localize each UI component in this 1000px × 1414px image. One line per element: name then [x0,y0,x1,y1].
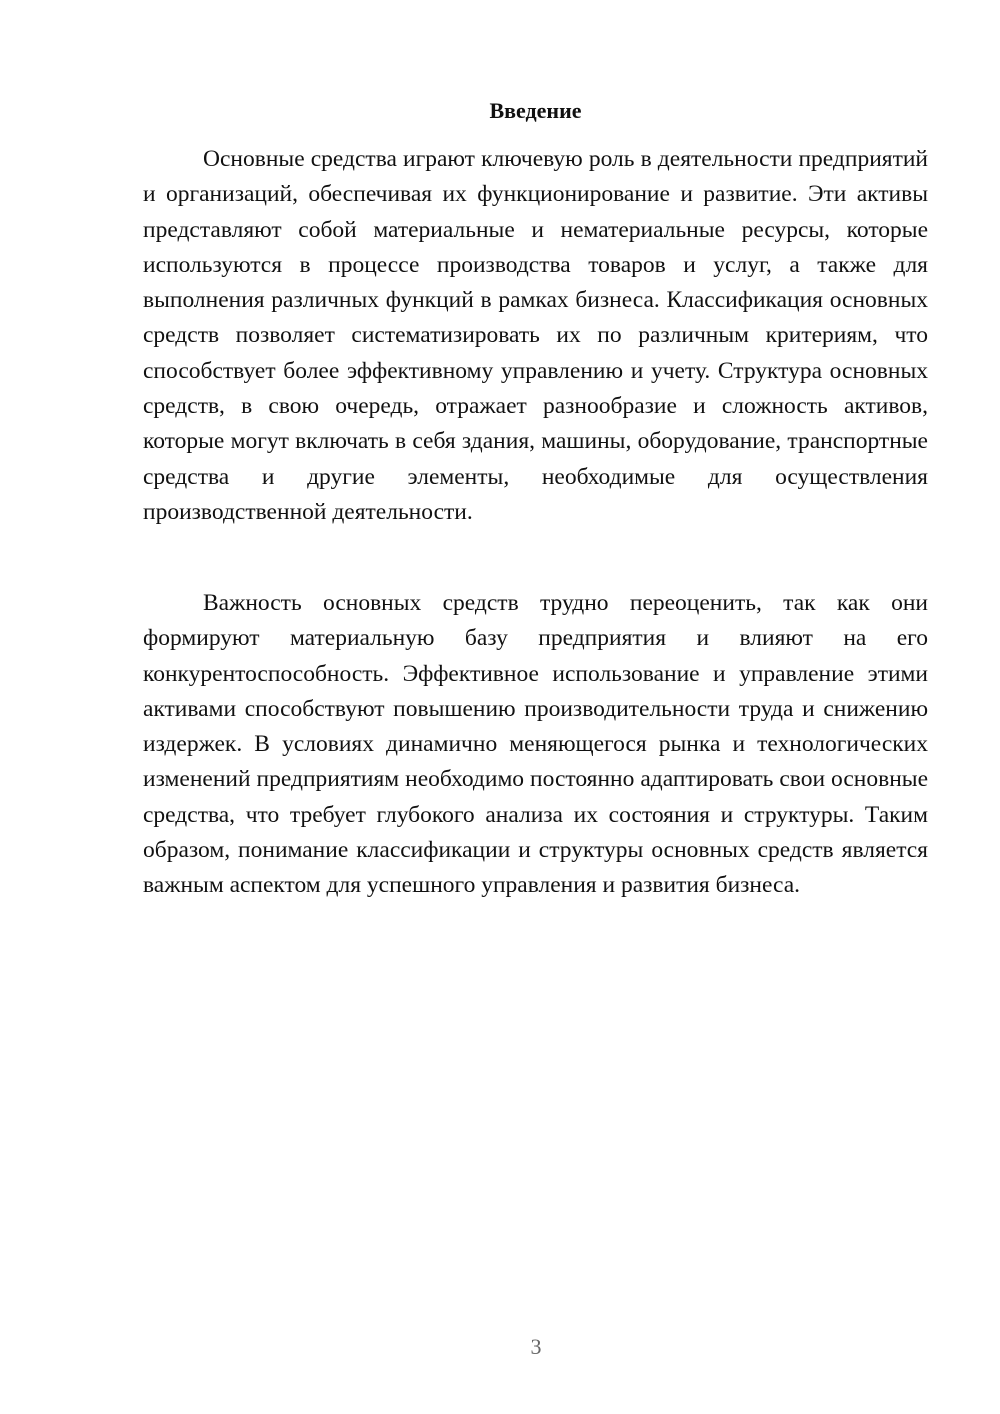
page-number: 3 [530,1334,542,1359]
intro-paragraph-1: Основные средства играют ключевую роль в деятельности предприятий и организаций, обеспечивая их функционирование и развитие. Эти активы представляют собой материальные и нематериальные ресурсы, которые используются в процессе производства товаров и услуг, а также для выполнения различных функций в рамках бизнеса. Классификация основных средств позволяет систематизировать их по различным критериям, что способствует более эффективному управлению и учету. Структура основных средств, в свою очередь, отражает разнообразие и сложность активов, которые могут включать в себя здания, машины, оборудование, транспортные средства и другие элементы, необходимые для осуществления производственной деятельности. [143,146,928,525]
intro-paragraph-2: Важность основных средств трудно переоценить, так как они формируют материальную базу предприятия и влияют на его конкурентоспособность. Эффективное использование и управление этими активами способствуют повышению производительности труда и снижению издержек. В условиях динамично меняющегося рынка и технологических изменений предприятиям необходимо постоянно адаптировать свои основные средства, что требует глубокого анализа их состояния и структуры. Таким образом, понимание классификации и структуры основных средств является важным аспектом для успешного управления и развития бизнеса. [143,590,928,899]
page-title: Введение [489,98,582,123]
